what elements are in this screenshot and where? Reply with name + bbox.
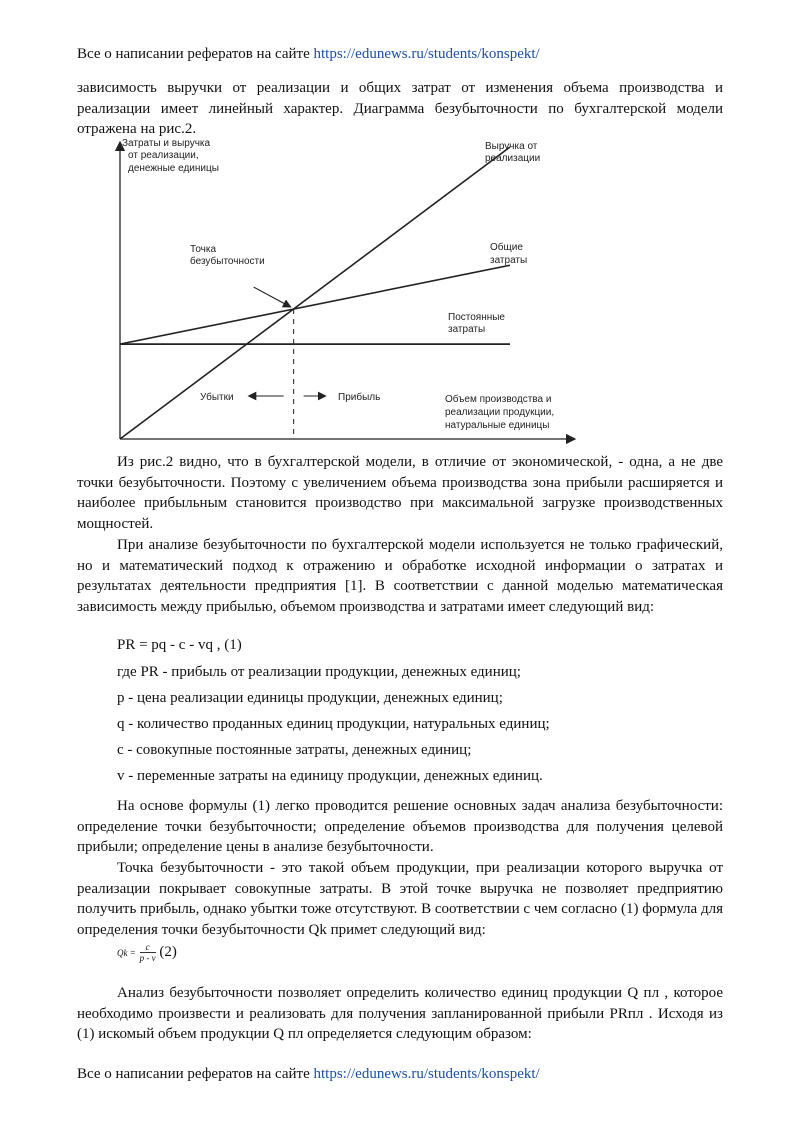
loss-label: Убытки bbox=[200, 392, 234, 403]
paragraph-2: Из рис.2 видно, что в бухгалтерской модели, в отличие от экономической, - одна, а не две точки безубыточности. Поэтому с увеличением объема производства зона прибыли расширяется и наиболее прибыльным становится производство при максимальной загрузке производственных мощностей. bbox=[77, 454, 723, 532]
x-axis-label-1: Объем производства и bbox=[445, 394, 552, 405]
revenue-label-2: реализации bbox=[485, 153, 541, 164]
page-footer bbox=[77, 1066, 540, 1083]
header-text: Все о написании рефератов на сайте bbox=[77, 46, 310, 62]
formula-2-denominator: p - v bbox=[139, 953, 156, 963]
formula-2-numerator: c bbox=[140, 942, 156, 953]
break-even-pointer-arrow bbox=[254, 287, 291, 307]
formula-2-number: (2) bbox=[159, 943, 177, 960]
formula-2-lhs: Qk = bbox=[117, 947, 136, 958]
break-even-label-2: безубыточности bbox=[190, 256, 265, 267]
formula-2 bbox=[117, 942, 177, 963]
y-axis-label-1: Затраты и выручка bbox=[122, 138, 211, 149]
break-even-label-1: Точка bbox=[190, 244, 217, 255]
total-costs-label-1: Общие bbox=[490, 242, 523, 253]
definition-p: p - цена реализации единицы продукции, денежных единиц; bbox=[117, 690, 503, 706]
definition-pr: где PR - прибыль от реализации продукции, денежных единиц; bbox=[117, 664, 521, 680]
page-header bbox=[77, 46, 540, 63]
break-even-chart bbox=[100, 134, 580, 449]
paragraph-6: Анализ безубыточности позволяет определить количество единиц продукции Q пл , которое необходимо произвести и реализовать для получения запланированной прибыли PRпл . Исходя из (1) искомый объем продукции Q пл определяется следующим образом: bbox=[77, 985, 723, 1042]
y-axis-label-3: денежные единицы bbox=[128, 163, 219, 174]
definition-c: c - совокупные постоянные затраты, денежных единиц; bbox=[117, 742, 472, 758]
x-axis-label-2: реализации продукции, bbox=[445, 407, 555, 418]
definition-v: v - переменные затраты на единицу продукции, денежных единиц. bbox=[117, 768, 543, 784]
definition-q: q - количество проданных единиц продукции, натуральных единиц; bbox=[117, 716, 550, 732]
y-axis-label-2: от реализации, bbox=[128, 150, 199, 161]
revenue-label-1: Выручка от bbox=[485, 141, 538, 152]
intro-paragraph: зависимость выручки от реализации и общих затрат от изменения объема производства и реализации имеет линейный характер. Диаграмма безубыточности по бухгалтерской модели отражена на рис.2. bbox=[77, 80, 723, 137]
x-axis-label-3: натуральные единицы bbox=[445, 420, 550, 431]
fixed-costs-label-1: Постоянные bbox=[448, 312, 505, 323]
paragraph-4: На основе формулы (1) легко проводится решение основных задач анализа безубыточности: определение точки безубыточности; определение объемов производства для получения целевой прибыли; определение цены в анализе безубыточности. bbox=[77, 798, 723, 855]
profit-label: Прибыль bbox=[338, 392, 381, 403]
paragraph-5: Точка безубыточности - это такой объем продукции, при реализации которого выручка от реализации покрывает совокупные затраты. В этой точке выручка не позволяет предприятию получить прибыль, однако убытки тоже отсутствуют. В соответствии с чем согласно (1) формула для определения точки безубыточности Qk примет следующий вид: bbox=[77, 860, 723, 938]
fixed-costs-label-2: затраты bbox=[448, 324, 486, 335]
footer-text: Все о написании рефератов на сайте bbox=[77, 1066, 310, 1082]
paragraph-3: При анализе безубыточности по бухгалтерской модели используется не только графический, но и математический подход к отражению и обработке исходной информации о затратах и результатах деятельности предприятия [1]. В соответствии с данной моделью математическая зависимость между прибылью, объемом производства и затратами имеет следующий вид: bbox=[77, 537, 723, 615]
formula-2-fraction bbox=[140, 942, 156, 963]
total-costs-label-2: затраты bbox=[490, 255, 528, 266]
footer-link[interactable]: https://edunews.ru/students/konspekt/ bbox=[313, 1066, 540, 1082]
formula-1: PR = pq - c - vq , (1) bbox=[117, 637, 242, 653]
header-link[interactable]: https://edunews.ru/students/konspekt/ bbox=[313, 46, 540, 62]
